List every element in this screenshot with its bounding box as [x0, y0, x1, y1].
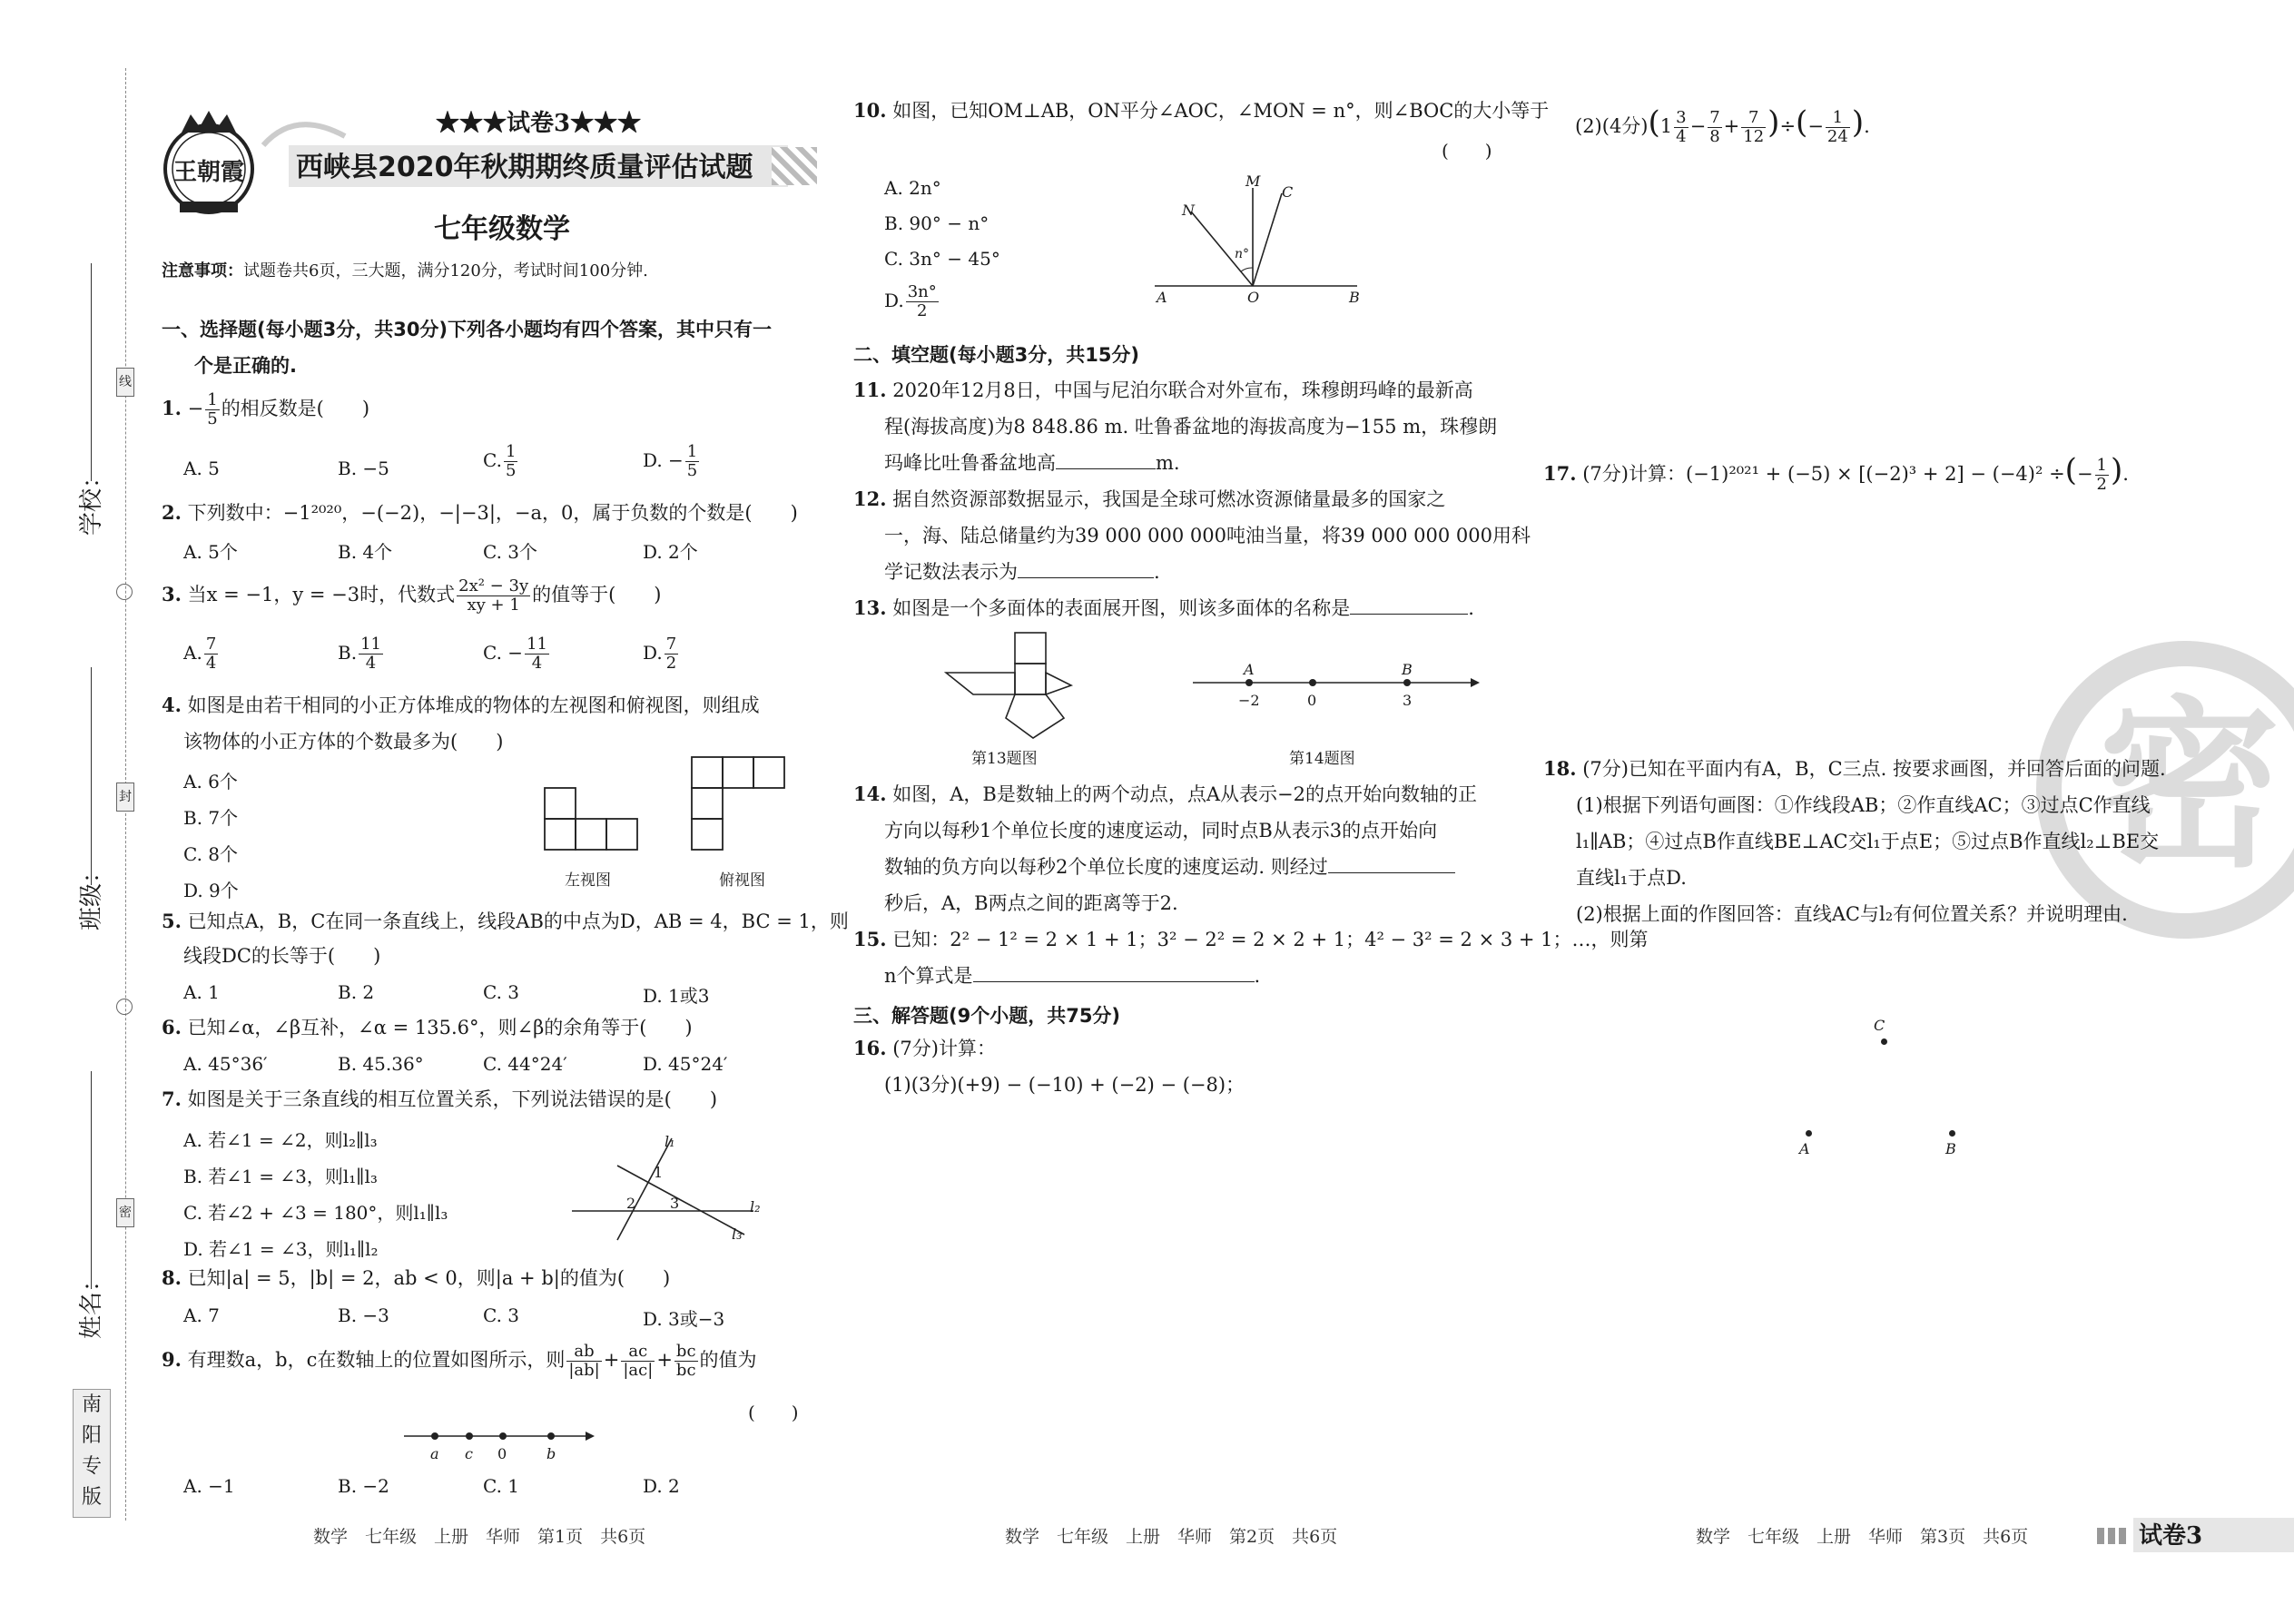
q14-line4: 秒后，A，B两点之间的距离等于2.	[884, 892, 1178, 914]
q10-label-N: N	[1182, 202, 1195, 219]
q4-left-view-figure	[543, 786, 643, 853]
q8-option-d[interactable]: D. 3或−3	[643, 1308, 725, 1330]
section3-title: 三、解答题(9个小题，共75分)	[853, 1005, 1121, 1027]
q13-answer-blank[interactable]	[1350, 595, 1468, 615]
q9-label-a: a	[430, 1445, 439, 1462]
section2-title: 二、填空题(每小题3分，共15分)	[853, 344, 1140, 366]
q7-label-l2: l₂	[750, 1198, 761, 1216]
q12-line3: 学记数法表示为 .	[884, 561, 1160, 583]
q5: 5. 已知点A，B，C在同一条直线上，线段AB的中点为D，AB = 4，BC = 1，则	[162, 910, 849, 932]
q8-option-c[interactable]: C. 3	[483, 1304, 520, 1326]
q4-top-view-figure	[690, 755, 790, 855]
q18-point-B	[1949, 1130, 1955, 1137]
q1	[162, 390, 369, 428]
page1-footer: 数学 七年级 上册 华师 第1页 共6页	[313, 1527, 646, 1547]
q10-answer-paren: ( )	[1442, 140, 1492, 162]
q4: 4. 如图是由若干相同的小正方体堆成的物体的左视图和俯视图，则组成	[162, 694, 760, 716]
q14-label-A: A	[1244, 661, 1255, 678]
q1-num: 1.	[162, 397, 182, 419]
q8-option-b[interactable]: B. −3	[338, 1304, 389, 1326]
class-line	[91, 667, 92, 885]
q7-label-2: 2	[626, 1195, 636, 1212]
q18-label-B: B	[1945, 1140, 1956, 1157]
q1-sign: −	[187, 398, 204, 419]
q9-answer-paren: ( )	[748, 1402, 799, 1423]
q18-point-A	[1806, 1130, 1812, 1137]
q5-option-c[interactable]: C. 3	[483, 981, 520, 1003]
q10-option-a[interactable]: A. 2n°	[884, 177, 941, 199]
q7-label-1: 1	[654, 1164, 664, 1181]
exam-title: 西峡县2020年秋期期终质量评估试题	[296, 152, 753, 183]
q10-angle-figure	[1153, 177, 1371, 295]
q4-left-view-label: 左视图	[565, 871, 611, 890]
q2-option-a[interactable]: A. 5个	[183, 541, 238, 563]
binding-hole-2	[116, 999, 133, 1015]
school-label: 学校：	[78, 464, 105, 536]
q15-line2: n个算式是 .	[884, 965, 1261, 987]
page2-footer: 数学 七年级 上册 华师 第2页 共6页	[1005, 1527, 1338, 1547]
q13-net-figure	[944, 631, 1080, 740]
edition-char: 版	[81, 1486, 102, 1509]
school-line	[91, 263, 92, 481]
q9-label-b: b	[546, 1445, 556, 1462]
q7: 7. 如图是关于三条直线的相互位置关系，下列说法错误的是( )	[162, 1088, 718, 1110]
publisher-logo	[154, 107, 263, 216]
q10-label-O: O	[1247, 289, 1260, 306]
seal-mark-seal: 封	[116, 782, 134, 812]
q5-option-a[interactable]: A. 1	[183, 981, 220, 1003]
q4-option-b[interactable]: B. 7个	[183, 807, 239, 829]
notice-label: 注意事项：	[162, 261, 243, 281]
q10-label-C: C	[1282, 183, 1294, 201]
q13: 13. 如图是一个多面体的表面展开图，则该多面体的名称是 .	[853, 596, 1474, 619]
q4-option-a[interactable]: A. 6个	[183, 771, 238, 792]
footer-decor-squares	[2097, 1528, 2130, 1544]
q9-option-d[interactable]: D. 2	[643, 1475, 680, 1497]
name-label: 姓名：	[78, 1267, 105, 1339]
q6-option-c[interactable]: C. 44°24′	[483, 1053, 567, 1075]
q10-label-n: n°	[1235, 247, 1250, 261]
q9-label-0: 0	[497, 1445, 507, 1462]
q15-answer-blank[interactable]	[973, 963, 1255, 982]
seal-mark-secret: 密	[116, 1198, 134, 1227]
q7-option-c[interactable]: C. 若∠2 + ∠3 = 180°，则l₁∥l₃	[183, 1202, 448, 1224]
q3-frac: $\frac{\text{2x² − 3y}}{xy + 1}$	[458, 576, 529, 615]
q18-label-A: A	[1799, 1140, 1810, 1157]
q4-option-d[interactable]: D. 9个	[183, 880, 239, 901]
section1-title-cont: 个是正确的.	[194, 355, 297, 377]
q1-frac: $\frac{1}{5}$	[207, 390, 218, 428]
q18: 18. (7分)已知在平面内有A，B，C三点. 按要求画图，并回答后面的问题.	[1543, 757, 2166, 780]
q10-label-A: A	[1157, 289, 1167, 306]
q6-option-d[interactable]: D. 45°24′	[643, 1053, 728, 1075]
q14-line2: 方向以每秒1个单位长度的速度运动，同时点B从表示3的点开始向	[884, 820, 1438, 842]
q9-option-c[interactable]: C. 1	[483, 1475, 520, 1497]
q9-label-c: c	[465, 1445, 473, 1462]
q2-option-c[interactable]: C. 3个	[483, 541, 538, 563]
q7-label-3: 3	[670, 1195, 680, 1212]
q2-option-d[interactable]: D. 2个	[643, 541, 698, 563]
page3-footer: 数学 七年级 上册 华师 第3页 共6页	[1696, 1527, 2029, 1547]
binding-hole-1	[116, 584, 133, 600]
q15: 15. 已知：2² − 1² = 2 × 1 + 1；3² − 2² = 2 × 2 + 1；4² − 3² = 2 × 3 + 1；…，则第	[853, 928, 1649, 950]
q18-label-C: C	[1874, 1017, 1885, 1034]
q3-option-a[interactable]: A. $\frac{7}{4}$	[183, 635, 217, 673]
q13-caption: 第13题图	[971, 750, 1038, 768]
q18-line3: l₁∥AB；④过点B作直线BE⊥AC交l₁于点E；⑤过点B作直线l₂⊥BE交	[1576, 831, 2160, 852]
q16-part1: (1)(3分)(+9) − (−10) + (−2) − (−8)；	[884, 1074, 1245, 1096]
q18-line4: 直线l₁于点D.	[1576, 867, 1687, 889]
notice	[162, 261, 648, 282]
q9: 9. 有理数a，b，c在数轴上的位置如图所示，则 $\frac{ab}{|ab|}$ + $\frac{ac}{|ac|}$ + $\frac{bc}{bc}$ 的值为	[162, 1342, 757, 1380]
q16-part2: (2)(4分)(1 $\frac{3}{4}$ − $\frac{7}{8}$ + $\frac{7}{12}$ )÷(− $\frac{1}{24}$ ).	[1575, 104, 1870, 146]
subject-title: 七年级数学	[434, 213, 570, 245]
svg-text:王朝霞: 王朝霞	[172, 159, 245, 186]
q1-text: 的相反数是( )	[221, 398, 370, 419]
edition-char: 南	[81, 1393, 102, 1416]
q10: 10. 如图，已知OM⊥AB，ON平分∠AOC，∠MON = n°，则∠BOC的大小等于	[853, 99, 1550, 122]
q11-line3: 玛峰比吐鲁番盆地高 m.	[884, 452, 1180, 474]
q7-label-l3: l₃	[732, 1225, 743, 1243]
q14-label-B: B	[1402, 661, 1413, 678]
q12-answer-blank[interactable]	[1018, 559, 1154, 578]
section1-title: 一、选择题(每小题3分，共30分)下列各小题均有四个答案，其中只有一	[162, 319, 773, 340]
paper-badge: ★★★试卷3★★★	[436, 110, 642, 137]
q3: 3. 当x = −1，y = −3时，代数式 $\frac{\text{2x² − 3y}}{xy + 1}$ 的值等于( )	[162, 576, 662, 615]
q16: 16. (7分)计算：	[853, 1037, 996, 1059]
q9-option-a[interactable]: A. −1	[183, 1475, 235, 1497]
q1-option-a[interactable]: A. 5	[183, 458, 220, 479]
q18-line2: (1)根据下列语句画图：①作线段AB；②作直线AC；③过点C作直线	[1576, 794, 2151, 816]
q7-label-l1: l₁	[665, 1133, 675, 1150]
name-line	[91, 1071, 92, 1289]
footer-badge: 试卷3	[2139, 1522, 2203, 1550]
q10-option-b[interactable]: B. 90° − n°	[884, 212, 989, 234]
edition-char: 专	[81, 1455, 102, 1478]
q18-point-C	[1881, 1038, 1887, 1045]
q2: 2. 下列数中：−1²⁰²⁰，−(−2)，−|−3|，−a，0，属于负数的个数是( )	[162, 501, 798, 524]
q11-answer-blank[interactable]	[1056, 450, 1156, 469]
q3-option-d[interactable]: D. $\frac{7}{2}$	[643, 635, 677, 673]
q6-option-a[interactable]: A. 45°36′	[183, 1053, 268, 1075]
q5-line2: 线段DC的长等于( )	[183, 945, 381, 967]
q14-label-0: 0	[1307, 692, 1317, 709]
q14-label-minus2: −2	[1238, 692, 1260, 709]
q9-option-b[interactable]: B. −2	[338, 1475, 389, 1497]
q1-option-b[interactable]: B. −5	[338, 458, 389, 479]
q1-option-c[interactable]: C. $\frac{1}{5}$	[483, 442, 517, 480]
seal-mark-line: 线	[116, 368, 134, 397]
q8-option-a[interactable]: A. 7	[183, 1304, 220, 1326]
edition-char: 阳	[81, 1424, 102, 1447]
q3-option-b[interactable]: B. $\frac{11}{4}$	[338, 635, 381, 673]
q2-option-b[interactable]: B. 4个	[338, 541, 393, 563]
q10-option-c[interactable]: C. 3n° − 45°	[884, 248, 1000, 270]
q14-line3: 数轴的负方向以每秒2个单位长度的速度运动. 则经过	[884, 849, 1455, 885]
q3-option-c[interactable]: C. − $\frac{11}{4}$	[483, 635, 547, 673]
q6-option-b[interactable]: B. 45.36°	[338, 1053, 424, 1075]
q8: 8. 已知|a| = 5，|b| = 2，ab < 0，则|a + b|的值为( )	[162, 1266, 671, 1289]
svg-text:密: 密	[2098, 681, 2281, 892]
q14-label-3: 3	[1403, 692, 1413, 709]
q14-caption: 第14题图	[1289, 750, 1355, 768]
q11-line2: 程(海拔高度)为8 848.86 m. 吐鲁番盆地的海拔高度为−155 m，珠穆朗	[884, 416, 1498, 438]
notice-text: 试题卷共6页，三大题，满分120分，考试时间100分钟.	[243, 261, 648, 281]
q10-option-d[interactable]: D. $\frac{3n^\circ}{2}$	[884, 282, 937, 320]
q11: 11. 2020年12月8日，中国与尼泊尔联合对外宣布，珠穆朗玛峰的最新高	[853, 379, 1473, 401]
title-band-checker	[772, 147, 817, 185]
q10-label-M: M	[1245, 172, 1261, 190]
q18-line5: (2)根据上面的作图回答：直线AC与l₂有何位置关系？并说明理由.	[1576, 903, 2128, 925]
q4-top-view-label: 俯视图	[719, 871, 765, 890]
edition-box	[73, 1389, 111, 1518]
q12: 12. 据自然资源部数据显示，我国是全球可燃冰资源储量最多的国家之	[853, 487, 1446, 510]
q5-option-b[interactable]: B. 2	[338, 981, 375, 1003]
q14-answer-blank[interactable]	[1328, 854, 1455, 873]
q4-option-c[interactable]: C. 8个	[183, 843, 239, 865]
q7-option-b[interactable]: B. 若∠1 = ∠3，则l₁∥l₃	[183, 1166, 378, 1187]
q14-number-line	[1191, 672, 1482, 699]
q14: 14. 如图，A，B是数轴上的两个动点，点A从表示−2的点开始向数轴的正	[853, 782, 1477, 805]
q6: 6. 已知∠α，∠β互补，∠α = 135.6°，则∠β的余角等于( )	[162, 1016, 693, 1038]
q10-label-B: B	[1349, 289, 1360, 306]
q12-line2: 一，海、陆总储量约为39 000 000 000吨油当量，将39 000 000 000用科	[884, 525, 1531, 546]
q1-option-d[interactable]: D. − $\frac{1}{5}$	[643, 442, 698, 480]
class-label: 班级：	[78, 859, 105, 930]
q7-option-d[interactable]: D. 若∠1 = ∠3，则l₁∥l₂	[183, 1238, 379, 1260]
q5-option-d[interactable]: D. 1或3	[643, 985, 710, 1007]
q4-line2: 该物体的小正方体的个数最多为( )	[183, 731, 504, 753]
q7-option-a[interactable]: A. 若∠1 = ∠2，则l₂∥l₃	[183, 1129, 378, 1151]
q17: 17. (7分)计算：(−1)²⁰²¹ + (−5) × [(−2)³ + 2] − (−4)² ÷(− $\frac{1}{2}$ ).	[1543, 452, 2129, 494]
